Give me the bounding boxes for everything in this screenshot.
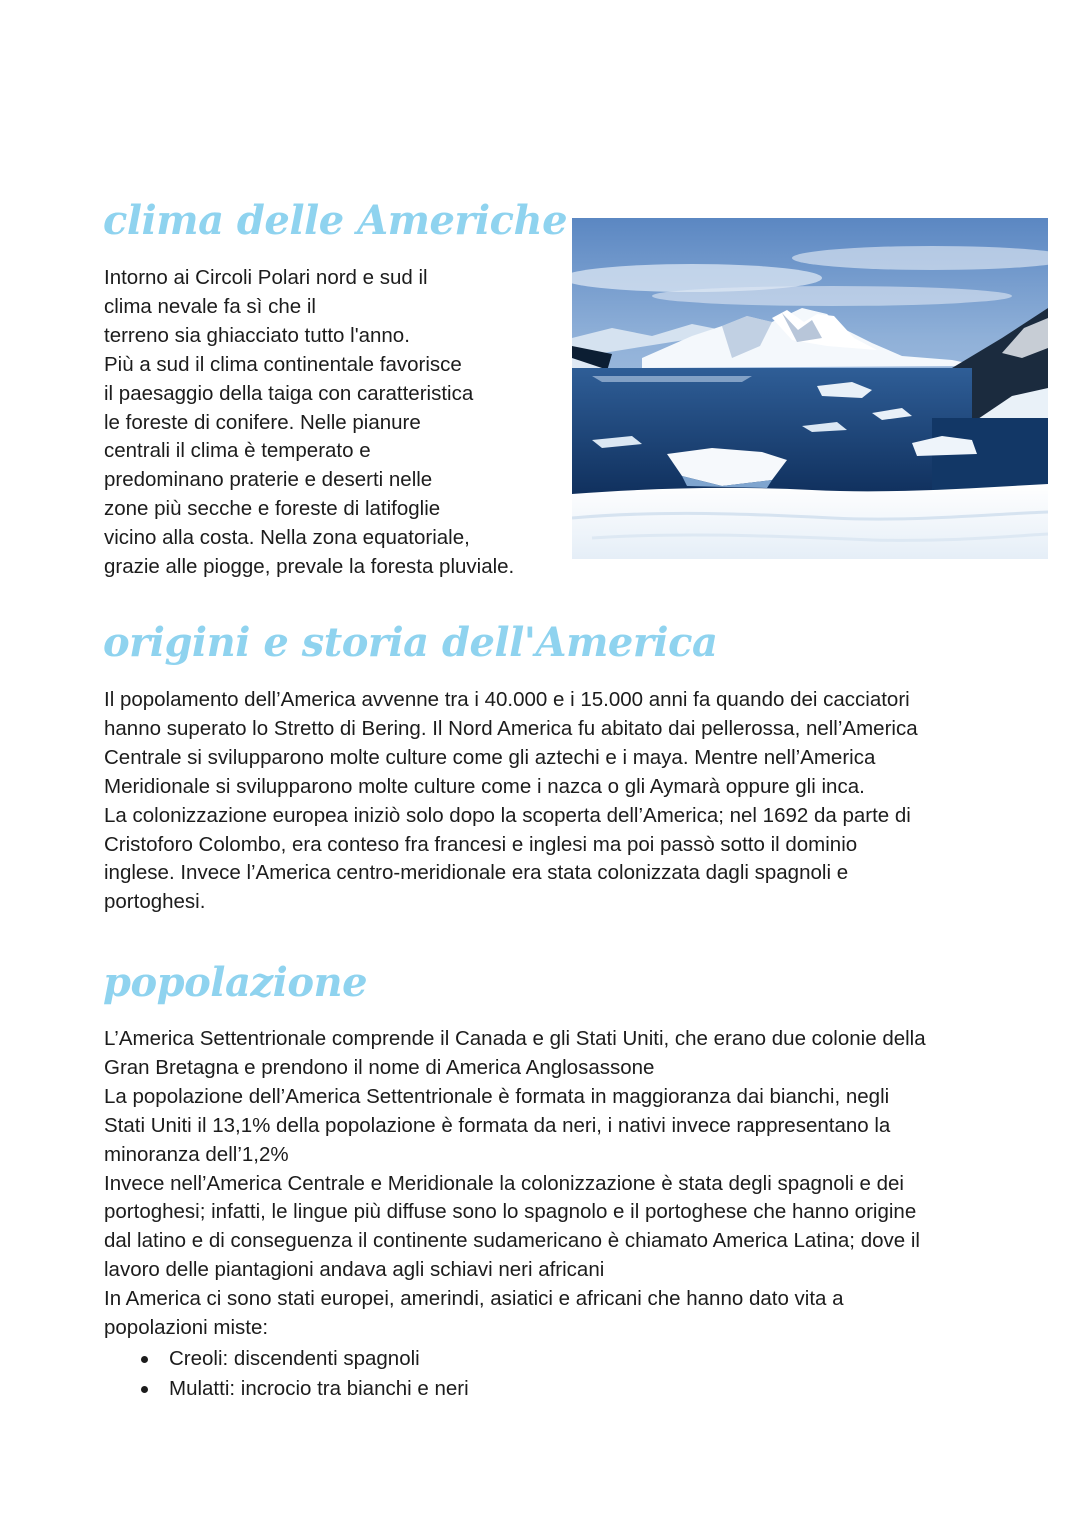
list-item: Mulatti: incrocio tra bianchi e neri xyxy=(104,1374,469,1404)
paragraph-clima: Intorno ai Circoli Polari nord e sud il clima nevale fa sì che il terreno sia ghiacciato tutto l'anno. Più a sud il clima continentale favorisce il paesaggio della taiga con caratteristica le foreste di conifere. Nelle pianure centrali il clima è temperato e predominano praterie e deserti nelle zone più secche e foreste di latifoglie vicino alla costa. Nella zona equatoriale, grazie alle piogge, prevale la foresta pluviale. xyxy=(104,266,515,579)
paragraph-origini: Il popolamento dell’America avvenne tra i 40.000 e i 15.000 anni fa quando dei cacciatori hanno superato lo Stretto di Bering. Il Nord America fu abitato dai pellerossa, nell’America Centrale si svilupparono molte culture come gli aztechi e i maya. Mentre nell’America Meridionale si svilupparono molte culture come i nazca o gli Aymarà oppure gli inca. La colonizzazione europea iniziò solo dopo la scoperta dell’America; nel 1692 da parte di Cristoforo Colombo, era conteso fra francesi e inglesi ma poi passò sotto il dominio inglese. Invece l’America centro-meridionale era stata colonizzata dagli spagnoli e portoghesi. xyxy=(104,688,918,914)
list-item: Creoli: discendenti spagnoli xyxy=(104,1344,469,1374)
polar-landscape-photo xyxy=(572,218,1048,559)
heading-origini: origini e storia dell'America xyxy=(103,619,718,666)
paragraph-popolazione: L’America Settentrionale comprende il Canada e gli Stati Uniti, che erano due colonie della Gran Bretagna e prendono il nome di America Anglosassone La popolazione dell’America Settentrionale è formata in maggioranza dai bianchi, negli Stati Uniti il 13,1% della popolazione è formata da neri, i nativi invece rappresentano la minoranza dell’1,2% Invece nell’America Centrale e Meridionale la colonizzazione è stata degli spagnoli e dei portoghesi; infatti, le lingue più diffuse sono lo spagnolo e il portoghese che hanno origine dal latino e di conseguenza il continente sudamericano è chiamato America Latina; dove il lavoro delle piantagioni andava agli schiavi neri africani In America ci sono stati europei, amerindi, asiatici e africani che hanno dato vita a popolazioni miste: xyxy=(104,1027,926,1340)
heading-popolazione: popolazione xyxy=(103,959,368,1006)
heading-clima: clima delle Americhe xyxy=(103,197,568,244)
population-bullet-list xyxy=(104,1344,469,1403)
